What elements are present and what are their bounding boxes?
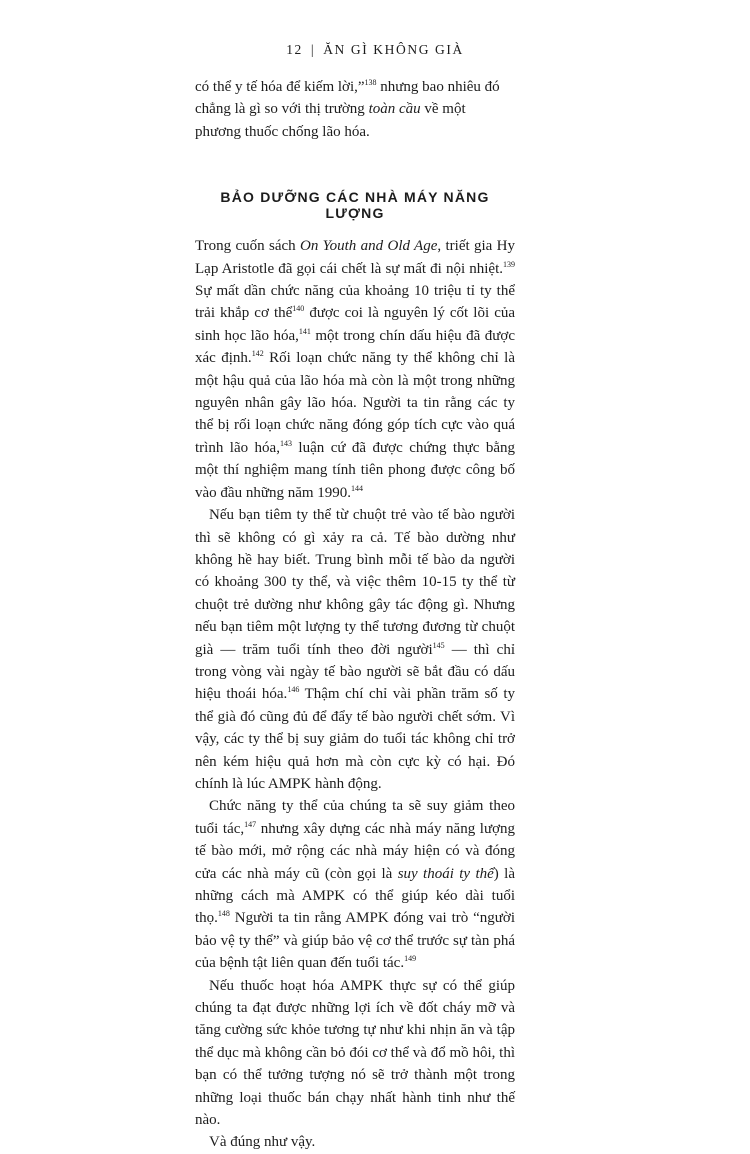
paragraph-4: [195, 975, 515, 1132]
book-title: ĂN GÌ KHÔNG GIÀ: [323, 42, 464, 57]
footnote-ref: 144: [351, 483, 364, 493]
paragraph-1: [195, 235, 515, 504]
text-run: Nếu thuốc hoạt hóa AMPK thực sự có thể giúp chúng ta đạt được những lợi ích về đốt cháy mỡ và tăng cường sức khỏe tương tự như khi nhịn ăn và tập thể dục mà không cần bỏ đói cơ thể và đổ mồ hôi, thì bạn có thể tưởng tượng nó sẽ trở thành một trong những loại thuốc bán chạy nhất hành tinh như thế nào.: [195, 977, 515, 1129]
text-run: Nếu bạn tiêm ty thể từ chuột trẻ vào tế bào người thì sẽ không có gì xảy ra cả. Tế bào dường như không hề hay biết. Trung bình mỗi tế bào da người có khoảng 300 ty thể, và việc thêm 10-15 ty thể từ chuột trẻ dường như không gây tác động gì. Nhưng nếu bạn tiêm một lượng ty thể tương đương từ chuột già — trăm tuổi tính theo đời người: [195, 507, 515, 658]
text-run: có thể y tế hóa để kiếm lời,”: [195, 79, 365, 95]
book-title-emphasis: On Youth and Old Age: [299, 238, 438, 255]
header-separator: |: [310, 42, 316, 57]
text-run: Sự mất dần chức năng của khoảng 10 triệu tỉ ty thể trải khắp cơ thể: [195, 283, 515, 322]
text-run: , triết gia Hy Lạp Aristotle đã gọi cái chết là sự mất đi nội nhiệt.: [195, 238, 515, 277]
text-run: Người ta tin rằng AMPK đóng vai trò “người bảo vệ ty thể” và giúp bảo vệ cơ thể trước sự tàn phá của bệnh tật liên quan đến tuổi tác.: [195, 910, 515, 972]
text-run: về một phương thuốc chống lão hóa.: [195, 101, 466, 140]
page-body: [195, 76, 515, 1154]
intro-paragraph: [195, 76, 515, 143]
text-run: Chức năng ty thể của chúng ta sẽ suy giảm theo tuổi tác,: [195, 798, 515, 837]
footnote-ref: 140: [292, 304, 305, 314]
emphasis: toàn cầu: [368, 101, 421, 118]
footnote-ref: 147: [244, 819, 257, 829]
text-run: luận cứ đã được chứng thực bằng một thí nghiệm mang tính tiên phong được công bố vào đầu những năm 1990.: [195, 439, 515, 501]
paragraph-5: [195, 1131, 515, 1153]
footnote-ref: 142: [251, 349, 264, 359]
text-run: Và đúng như vậy.: [209, 1134, 316, 1151]
footnote-ref: 141: [298, 326, 311, 336]
paragraph-2: [195, 504, 515, 795]
footnote-ref: 138: [364, 78, 377, 87]
footnote-ref: 139: [503, 259, 515, 269]
footnote-ref: 146: [287, 685, 300, 695]
footnote-ref: 149: [404, 954, 417, 964]
page-number: 12: [286, 42, 303, 57]
footnote-ref: 145: [432, 640, 445, 650]
text-run: Trong cuốn sách: [195, 238, 300, 255]
text-run: nhưng bao nhiêu đó chẳng là gì so với thị trường: [195, 79, 500, 118]
paragraph-3: [195, 795, 515, 974]
running-header: [0, 42, 750, 58]
footnote-ref: 143: [279, 438, 292, 448]
text-run: nhưng xây dựng các nhà máy năng lượng tế bào mới, mở rộng các nhà máy hiện có và đóng cửa các nhà máy cũ (còn gọi là: [195, 820, 516, 882]
text-run: một trong chín dấu hiệu đã được xác định.: [195, 327, 515, 367]
text-run: — thì chỉ trong vòng vài ngày tế bào người sẽ bắt đầu có dấu hiệu thoái hóa.: [195, 641, 515, 703]
emphasis: suy thoái ty thể: [397, 865, 494, 882]
text-run: Thậm chí chỉ vài phần trăm số ty thể già đó cũng đủ để đẩy tế bào người chết sớm. Vì vậy, các ty thể bị suy giảm do tuổi tác không chỉ trở nên kém hiệu quả hơn mà còn cực kỳ có hại. Đó chính là lúc AMPK hành động.: [195, 686, 515, 792]
text-run: được coi là nguyên lý cốt lõi của sinh học lão hóa,: [195, 305, 516, 344]
text-run: Rối loạn chức năng ty thể không chỉ là một hậu quả của lão hóa mà còn là một trong những nguyên nhân gây lão hóa. Người ta tin rằng các ty thể bị rối loạn chức năng đóng góp tích cực vào quá trình lão hóa,: [195, 350, 515, 456]
footnote-ref: 148: [217, 909, 230, 919]
text-run: ) là những cách mà AMPK có thể giúp kéo dài tuổi thọ.: [195, 865, 515, 927]
section-heading: BẢO DƯỠNG CÁC NHÀ MÁY NĂNG LƯỢNG: [220, 189, 490, 222]
